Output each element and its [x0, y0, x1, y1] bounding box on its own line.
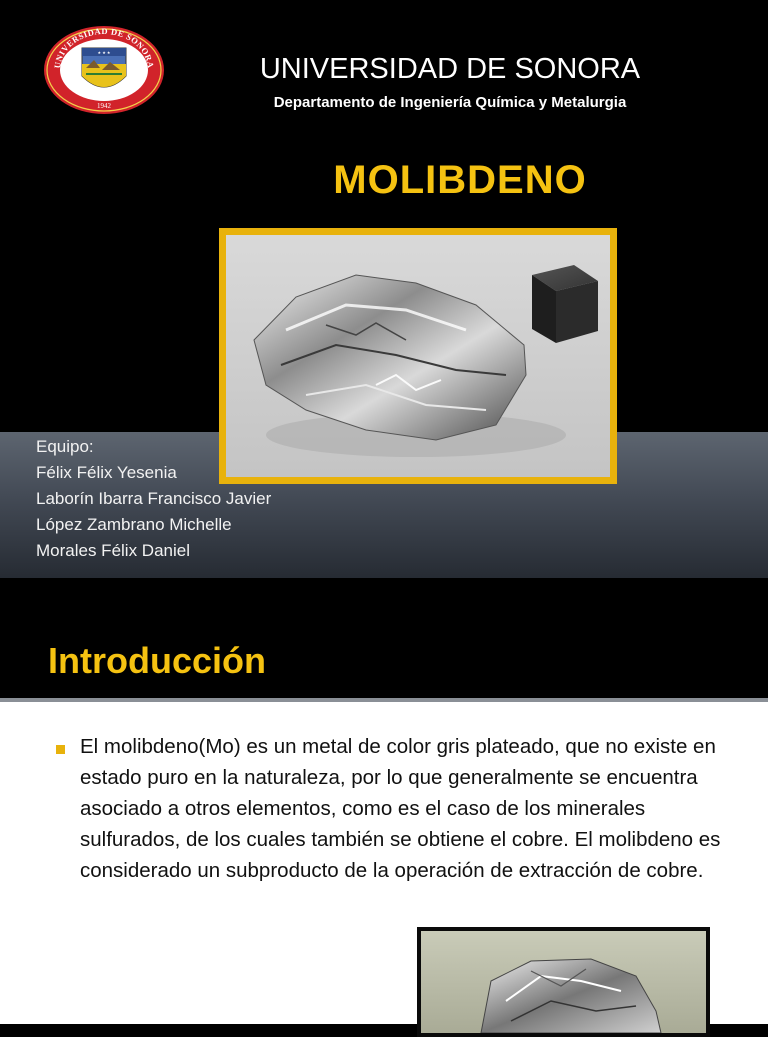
- department-name: Departamento de Ingeniería Química y Metalurgia: [273, 94, 627, 111]
- university-name: UNIVERSIDAD DE SONORA: [259, 53, 641, 85]
- molybdenum-photo: [219, 228, 617, 484]
- team-member: Félix Félix Yesenia: [36, 463, 177, 482]
- intro-title: Introducción: [48, 640, 266, 681]
- team-heading: Equipo:: [36, 437, 94, 456]
- svg-text:1942: 1942: [97, 102, 111, 110]
- team-list: [36, 434, 271, 564]
- team-member: López Zambrano Michelle: [36, 515, 232, 534]
- team-member: Laborín Ibarra Francisco Javier: [36, 489, 272, 508]
- slide-title: MOLIBDENO: [333, 158, 587, 202]
- team-member: Morales Félix Daniel: [36, 541, 190, 560]
- intro-paragraph: El molibdeno(Mo) es un metal de color gris plateado, que no existe en estado puro en la naturaleza, por lo que generalmente se encuentra asociado a otros elementos, como es el caso de los minerales sulfurados, de los cuales también se obtiene el cobre. El molibdeno es considerado un subproducto de la operación de extracción de cobre.: [80, 735, 721, 882]
- svg-text:UNIVERSIDAD DE SONORA: UNIVERSIDAD DE SONORA: [51, 25, 157, 69]
- university-seal-logo: [42, 24, 166, 116]
- molybdenum-crystal-photo: [417, 927, 710, 1037]
- bullet-icon: [56, 745, 65, 754]
- svg-text:★ ★ ★: ★ ★ ★: [97, 50, 111, 55]
